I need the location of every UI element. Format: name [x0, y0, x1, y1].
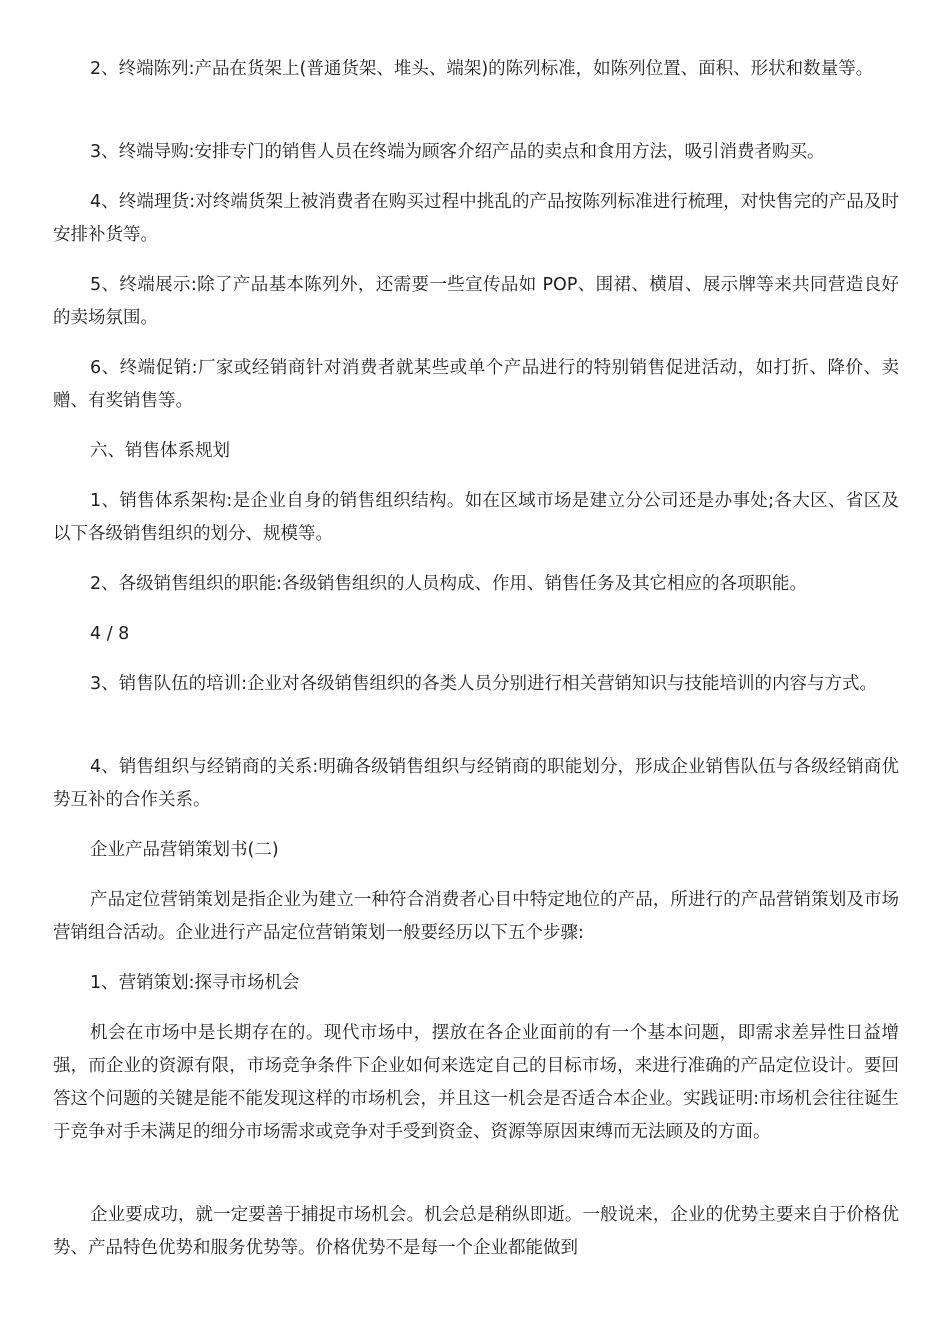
paragraph-seize-opportunity: 企业要成功，就一定要善于捕捉市场机会。机会总是稍纵即逝。一般说来，企业的优势主要来自于价格优势、产品特色优势和服务优势等。价格优势不是每一个企业都能做到	[53, 1205, 899, 1258]
paragraph-sales-training: 3、销售队伍的培训:企业对各级销售组织的各类人员分别进行相关营销知识与技能培训的内容与方式。	[90, 674, 878, 694]
page-number: 4 / 8	[90, 624, 130, 644]
paragraph-sales-structure: 1、销售体系架构:是企业自身的销售组织结构。如在区域市场是建立分公司还是办事处;各大区、省区及以下各级销售组织的划分、规模等。	[53, 491, 899, 544]
paragraph-terminal-sales-guide: 3、终端导购:安排专门的销售人员在终端为顾客介绍产品的卖点和食用方法，吸引消费者购买。	[90, 142, 825, 162]
paragraph-sales-functions: 2、各级销售组织的职能:各级销售组织的人员构成、作用、销售任务及其它相应的各项职能。	[90, 574, 808, 594]
section-heading-sales-system: 六、销售体系规划	[90, 441, 230, 461]
paragraph-positioning-intro: 产品定位营销策划是指企业为建立一种符合消费者心目中特定地位的产品，所进行的产品营销策划及市场营销组合活动。企业进行产品定位营销策划一般要经历以下五个步骤:	[53, 890, 899, 943]
paragraph-terminal-exhibition: 5、终端展示:除了产品基本陈列外，还需要一些宣传品如 POP、围裙、横眉、展示牌等来共同营造良好的卖场氛围。	[53, 275, 899, 328]
paragraph-market-opportunity: 机会在市场中是长期存在的。现代市场中，摆放在各企业面前的有一个基本问题，即需求差异性日益增强，而企业的资源有限，市场竞争条件下企业如何来选定自己的目标市场，来进行准确的产品定位设计。要回答这个问题的关键是能不能发现这样的市场机会，并且这一机会是否适合本企业。实践证明:市场机会往往诞生于竞争对手未满足的细分市场需求或竞争对手受到资金、资源等原因束缚而无法顾及的方面。	[53, 1023, 899, 1142]
paragraph-terminal-display-standard: 2、终端陈列:产品在货架上(普通货架、堆头、端架)的陈列标准，如陈列位置、面积、形状和数量等。	[90, 59, 874, 79]
paragraph-terminal-promotion: 6、终端促销:厂家或经销商针对消费者就某些或单个产品进行的特别销售促进活动，如打折、降价、卖赠、有奖销售等。	[53, 358, 899, 411]
section-heading-plan-two: 企业产品营销策划书(二)	[90, 840, 279, 860]
paragraph-terminal-merchandising: 4、终端理货:对终端货架上被消费者在购买过程中挑乱的产品按陈列标准进行梳理，对快售完的产品及时安排补货等。	[53, 192, 899, 245]
step-heading-market-opportunity: 1、营销策划:探寻市场机会	[90, 973, 300, 993]
paragraph-dealer-relationship: 4、销售组织与经销商的关系:明确各级销售组织与经销商的职能划分，形成企业销售队伍与各级经销商优势互补的合作关系。	[53, 757, 899, 810]
